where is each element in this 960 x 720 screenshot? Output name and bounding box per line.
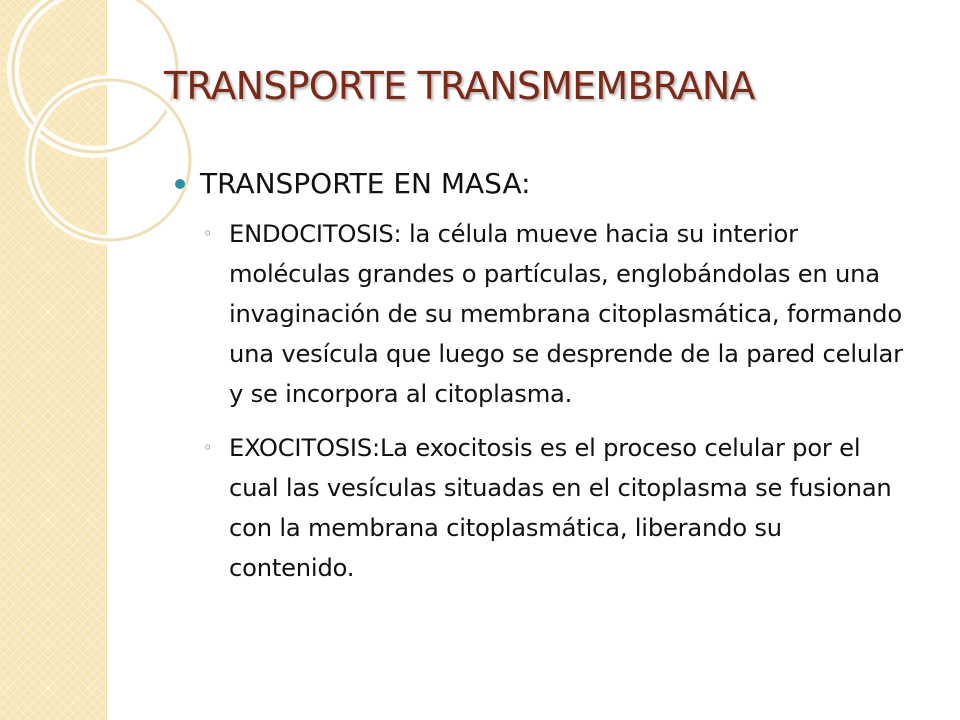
subbullet-marker-icon: ◦ xyxy=(203,438,213,457)
subbullet-marker-icon: ◦ xyxy=(203,224,213,243)
bullet-dot-icon xyxy=(175,179,185,189)
slide-content xyxy=(170,164,910,588)
main-bullet xyxy=(170,164,910,204)
subbullet-exocitosis xyxy=(170,428,910,588)
main-bullet-text: TRANSPORTE EN MASA: xyxy=(200,167,531,200)
subbullet-endocitosis xyxy=(170,214,910,414)
subbullet-text: ENDOCITOSIS: la célula mueve hacia su interior moléculas grandes o partículas, englobándolas en una invaginación de su membrana citoplasmática, formando una vesícula que luego se desprende de la pared celular y se incorpora al citoplasma. xyxy=(229,220,903,408)
slide-title: TRANSPORTE TRANSMEMBRANA xyxy=(164,64,755,108)
subbullet-text: EXOCITOSIS:La exocitosis es el proceso celular por el cual las vesículas situadas en el citoplasma se fusionan con la membrana citoplasmática, liberando su contenido. xyxy=(229,434,892,582)
